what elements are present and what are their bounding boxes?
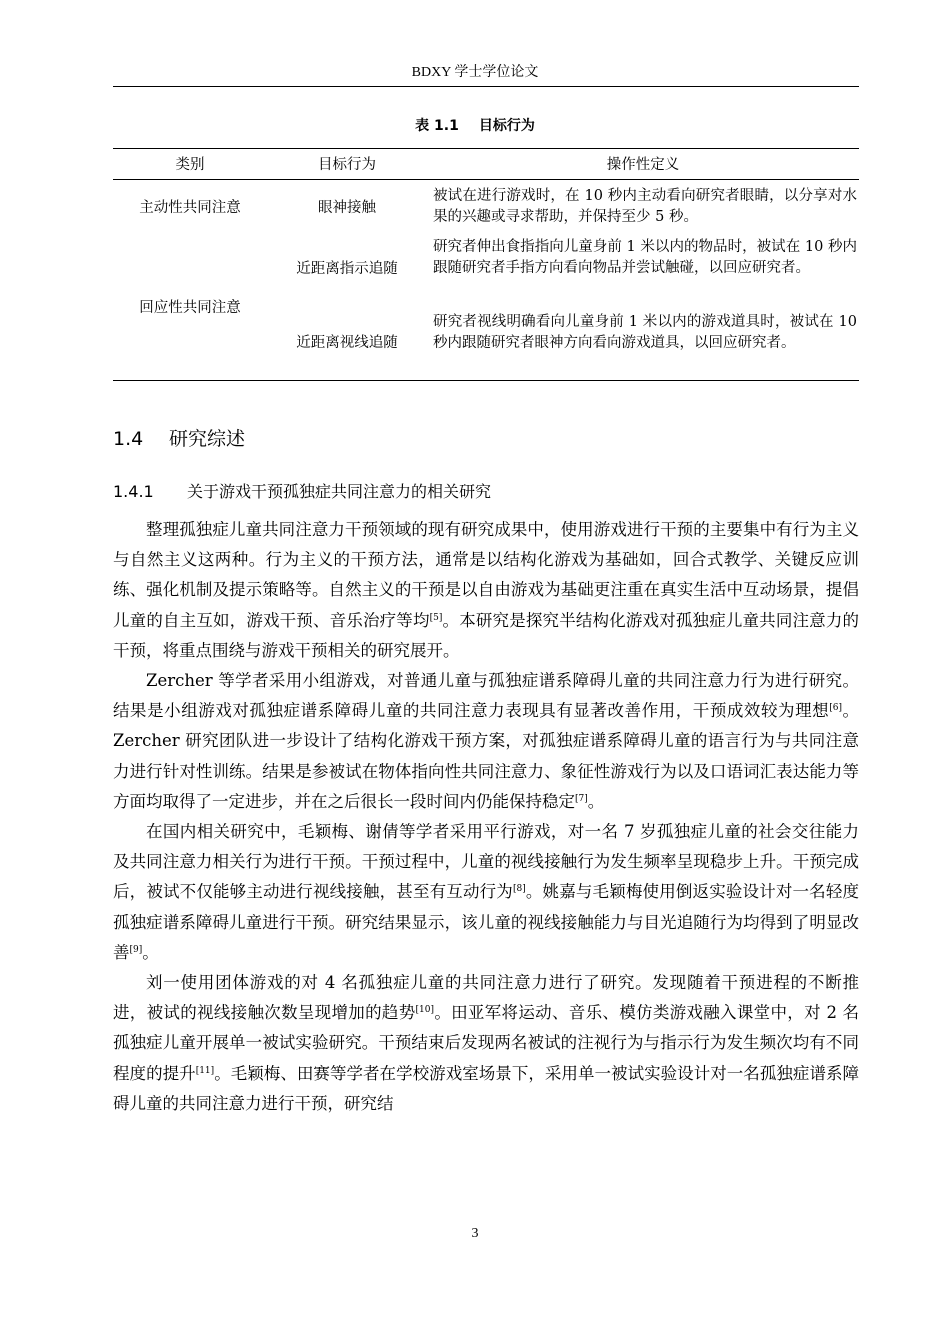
table-cell-definition: 被试在进行游戏时，在 10 秒内主动看向研究者眼睛，以分享对水果的兴趣或寻求帮助，并保持至少 5 秒。: [433, 188, 857, 225]
citation-ref: [7]: [575, 793, 588, 804]
table-cell-definition: 研究者伸出食指指向儿童身前 1 米以内的物品时，被试在 10 秒内跟随研究者手指方向看向物品并尝试触碰，以回应研究者。: [433, 239, 857, 276]
paragraph: [113, 515, 859, 666]
table-cell-category: 回应性共同注意: [139, 300, 241, 316]
paragraph-text: 在国内相关研究中，毛颖梅、谢倩等学者采用平行游戏，对一名 7 岁孤独症儿童的社会交往能力及共同注意力相关行为进行干预。干预过程中，儿童的视线接触行为发生频率呈现稳步上升。干预完成后，被试不仅能够主动进行视线接触，甚至有互动行为: [113, 822, 859, 902]
paragraph-text: 。姚嘉与毛颖梅使用倒返实验设计对一名轻度孤独症谱系障碍儿童进行干预。研究结果显示，该儿童的视线接触能力与目光追随行为均得到了明显改善: [113, 882, 860, 962]
table-cell-behavior: 眼神接触: [318, 200, 376, 216]
paragraph-text: 刘一使用团体游戏的对 4 名孤独症儿童的共同注意力进行了研究。发现随着干预进程的不断推进，被试的视线接触次数呈现增加的趋势: [113, 973, 859, 1023]
table-top-rule: [113, 148, 859, 149]
paragraph-text: Zercher 等学者采用小组游戏，对普通儿童与孤独症谱系障碍儿童的共同注意力行为进行研究。结果是小组游戏对孤独症谱系障碍儿童的共同注意力表现具有显著改善作用，干预成效较为理想: [113, 671, 859, 721]
table-header-rule: [113, 179, 859, 180]
citation-ref: [8]: [512, 884, 526, 895]
table-header-definition: 操作性定义: [606, 157, 680, 173]
table-cell-definition: 研究者视线明确看向儿童身前 1 米以内的游戏道具时，被试在 10 秒内跟随研究者眼神方向看向游戏道具，以回应研究者。: [433, 314, 857, 351]
paragraph: [113, 666, 859, 817]
table-bottom-rule: [113, 380, 859, 381]
table-caption-number: 表 1.1: [415, 118, 459, 134]
subsection-title: 关于游戏干预孤独症共同注意力的相关研究: [187, 482, 492, 501]
section-title: 研究综述: [169, 428, 246, 450]
citation-ref: [6]: [829, 703, 842, 714]
table-header-category: 类别: [175, 157, 205, 173]
section-number: 1.4: [113, 428, 144, 450]
paragraph-text: 。Zercher 研究团队进一步设计了结构化游戏干预方案，对孤独症谱系障碍儿童的语言行为与共同注意力进行针对性训练。结果是参被试在物体指向性共同注意力、象征性游戏行为以及口语词汇表达能力等方面均取得了一定进步，并在之后很长一段时间内仍能保持稳定: [113, 701, 860, 811]
citation-ref: [11]: [195, 1065, 215, 1076]
table-caption: [0, 116, 950, 136]
page-number: 3: [471, 1226, 479, 1241]
header-rule: [113, 86, 859, 87]
paragraph-text: 。田亚军将运动、音乐、模仿类游戏融入课堂中，对 2 名孤独症儿童开展单一被试实验研究。干预结束后发现两名被试的注视行为与指示行为发生频次均有不同程度的提升: [113, 1003, 859, 1083]
body-text: [113, 515, 859, 1119]
paragraph-text: 。本研究是探究半结构化游戏对孤独症儿童共同注意力的干预，将重点围绕与游戏干预相关的研究展开。: [113, 610, 860, 660]
subsection-number: 1.4.1: [113, 482, 154, 501]
subsection-heading: [113, 481, 491, 503]
paragraph-text: 整理孤独症儿童共同注意力干预领域的现有研究成果中，使用游戏进行干预的主要集中有行为主义与自然主义这两种。行为主义的干预方法，通常是以结构化游戏为基础如，回合式教学、关键反应训练、强化机制及提示策略等。自然主义的干预是以自由游戏为基础更注重在真实生活中互动场景，提倡儿童的自主互如，游戏干预、音乐治疗等均: [113, 520, 859, 630]
paragraph-text: 。: [587, 791, 605, 811]
paragraph: [113, 968, 859, 1119]
table-caption-title: 目标行为: [478, 118, 535, 134]
citation-ref: [10]: [415, 1005, 435, 1016]
running-header: BDXY 学士学位论文: [411, 65, 539, 80]
citation-ref: [5]: [429, 612, 443, 623]
paragraph-text: 。: [142, 942, 159, 962]
paragraph-text: 。毛颖梅、田赛等学者在学校游戏室场景下，采用单一被试实验设计对一名孤独症谱系障碍儿童的共同注意力进行干预，研究结: [113, 1063, 860, 1113]
paragraph: [113, 817, 859, 968]
section-heading: [113, 426, 245, 452]
citation-ref: [9]: [129, 944, 143, 955]
table-cell-behavior: 近距离指示追随: [296, 261, 398, 277]
table-cell-behavior: 近距离视线追随: [296, 335, 398, 351]
table-header-behavior: 目标行为: [318, 157, 376, 173]
table-cell-category: 主动性共同注意: [139, 200, 241, 216]
